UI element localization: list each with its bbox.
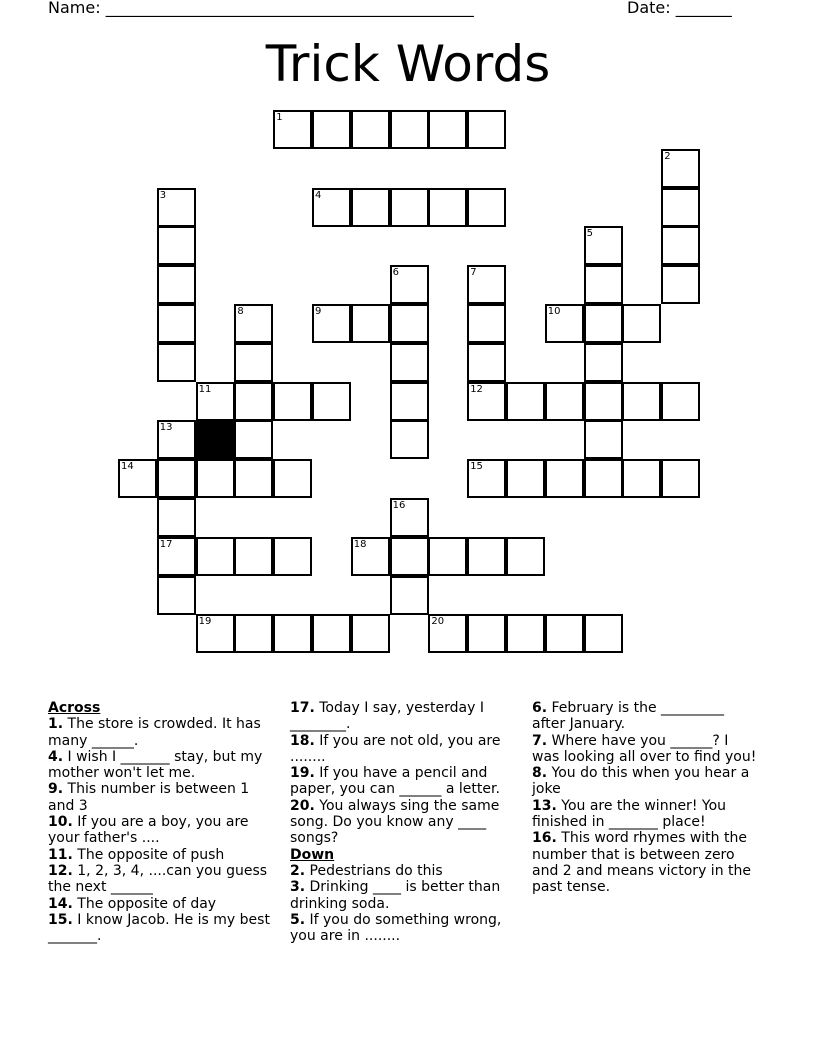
clue-number: 9 [315, 306, 322, 317]
grid-cell[interactable] [234, 343, 273, 382]
grid-cell[interactable] [661, 459, 700, 498]
clue-item-text: The opposite of day [72, 895, 217, 912]
grid-cell[interactable] [157, 459, 196, 498]
page-title: Trick Words [265, 35, 551, 93]
date-input-line[interactable]: _______ [675, 0, 732, 17]
clue-item-number: 8. [532, 765, 548, 782]
grid-cell[interactable] [584, 459, 623, 498]
clue-item [48, 896, 276, 912]
clue-item [532, 765, 760, 798]
clue-number: 14 [121, 461, 134, 473]
grid-cell[interactable] [351, 304, 390, 343]
grid-cell[interactable] [661, 188, 700, 227]
down-heading: Down [290, 846, 335, 863]
grid-block-cell [196, 420, 235, 459]
clue-number: 15 [470, 461, 483, 473]
grid-cell[interactable] [312, 304, 351, 343]
clue-number: 19 [198, 616, 212, 628]
grid-cell[interactable] [545, 304, 584, 343]
grid-cell[interactable] [661, 149, 700, 188]
grid-cell[interactable] [545, 459, 584, 498]
clue-number: 20 [431, 616, 445, 628]
clues-column-3 [532, 700, 760, 896]
clue-item [290, 798, 518, 847]
grid-cell[interactable] [390, 498, 429, 537]
grid-cell[interactable] [428, 110, 467, 149]
clue-number: 3 [159, 189, 167, 201]
clue-item-number: 20. [290, 797, 315, 814]
grid-cell[interactable] [584, 382, 623, 421]
grid-cell[interactable] [506, 382, 545, 421]
grid-cell[interactable] [467, 188, 506, 227]
clue-item-number: 17. [290, 700, 315, 716]
clue-number: 5 [586, 228, 593, 240]
grid-cell[interactable] [351, 537, 390, 576]
grid-cell[interactable] [196, 614, 235, 653]
clue-number: 8 [237, 306, 244, 317]
grid-cell[interactable] [157, 265, 196, 304]
clue-item-text: 1, 2, 3, 4, ....can you guess the next ______ [48, 862, 268, 896]
clue-item-text: The store is crowded. It has many ______. [48, 716, 261, 749]
grid-cell[interactable] [584, 226, 623, 265]
grid-cell[interactable] [584, 304, 623, 343]
grid-cell[interactable] [506, 614, 545, 653]
clue-number: 4 [315, 189, 322, 201]
clue-item-number: 18. [290, 732, 315, 749]
grid-cell[interactable] [584, 265, 623, 304]
clue-item-text: You do this when you hear a joke [532, 765, 750, 798]
clue-item-text: This number is between 1 and 3 [48, 781, 250, 814]
clue-item-text: This word rhymes with the number that is between zero and 2 and means victory in the past tense. [532, 830, 751, 896]
clue-item-number: 3. [290, 879, 306, 896]
clue-number: 2 [664, 150, 671, 162]
clue-item-text: If you have a pencil and paper, you can ______ a letter. [290, 765, 500, 798]
grid-cell[interactable] [584, 420, 623, 459]
grid-cell[interactable] [157, 576, 196, 615]
grid-cell[interactable] [390, 304, 429, 343]
grid-cell[interactable] [467, 459, 506, 498]
grid-cell[interactable] [273, 110, 312, 149]
grid-cell[interactable] [661, 226, 700, 265]
grid-cell[interactable] [157, 420, 196, 459]
grid-cell[interactable] [234, 420, 273, 459]
clue-item-text: Today I say, yesterday I ________. [290, 700, 484, 733]
grid-cell[interactable] [428, 188, 467, 227]
grid-cell[interactable] [351, 188, 390, 227]
clue-item-text: If you are not old, you are ........ [290, 732, 501, 765]
clue-item [532, 733, 760, 766]
grid-cell[interactable] [584, 614, 623, 653]
clue-item-number: 15. [48, 911, 73, 928]
grid-cell[interactable] [390, 110, 429, 149]
clue-item [48, 781, 276, 814]
clue-item-text: Where have you ______? I was looking all over to find you! [532, 732, 757, 765]
grid-cell[interactable] [390, 265, 429, 304]
grid-cell[interactable] [467, 265, 506, 304]
clue-number: 12 [470, 383, 483, 395]
clue-number: 7 [470, 267, 477, 279]
grid-cell[interactable] [157, 188, 196, 227]
clue-item [290, 700, 518, 733]
grid-cell[interactable] [584, 343, 623, 382]
grid-cell[interactable] [196, 382, 235, 421]
grid-cell[interactable] [312, 382, 351, 421]
grid-cell[interactable] [467, 343, 506, 382]
down-clue-list-continued [532, 700, 760, 896]
clue-item-number: 19. [290, 765, 315, 782]
clue-item [532, 798, 760, 831]
grid-cell[interactable] [390, 382, 429, 421]
grid-cell[interactable] [467, 614, 506, 653]
clue-item [290, 863, 518, 879]
grid-cell[interactable] [661, 382, 700, 421]
grid-cell[interactable] [157, 537, 196, 576]
grid-cell[interactable] [312, 614, 351, 653]
clue-item [290, 879, 518, 912]
grid-cell[interactable] [351, 614, 390, 653]
clue-item-number: 2. [290, 862, 306, 879]
grid-cell[interactable] [312, 110, 351, 149]
grid-cell[interactable] [273, 614, 312, 653]
clue-item-number: 1. [48, 716, 64, 733]
clue-item-number: 13. [532, 797, 557, 814]
clue-number: 11 [198, 383, 212, 395]
grid-cell[interactable] [390, 537, 429, 576]
clue-number: 13 [159, 422, 173, 434]
grid-cell[interactable] [467, 304, 506, 343]
grid-cell[interactable] [157, 498, 196, 537]
clue-item-number: 11. [48, 846, 73, 863]
clue-item-text: If you are a boy, you are your father's .... [48, 814, 249, 847]
grid-cell[interactable] [467, 537, 506, 576]
grid-cell[interactable] [428, 537, 467, 576]
grid-cell[interactable] [428, 614, 467, 653]
clue-item-number: 7. [532, 732, 548, 749]
clue-item [48, 863, 276, 896]
grid-cell[interactable] [622, 459, 661, 498]
grid-cell[interactable] [390, 188, 429, 227]
clue-item-text: The opposite of push [72, 846, 225, 863]
grid-cell[interactable] [234, 459, 273, 498]
clue-number: 16 [392, 500, 406, 511]
grid-cell[interactable] [273, 459, 312, 498]
grid-cell[interactable] [157, 304, 196, 343]
grid-cell[interactable] [196, 459, 235, 498]
clue-item [48, 716, 276, 749]
grid-cell[interactable] [312, 188, 351, 227]
grid-cell[interactable] [545, 382, 584, 421]
grid-cell[interactable] [196, 537, 235, 576]
grid-cell[interactable] [622, 382, 661, 421]
clue-item-text: February is the _________ after January. [532, 700, 725, 733]
clue-item-number: 10. [48, 814, 73, 831]
clue-item-text: I wish I _______ stay, but my mother won't let me. [48, 748, 263, 782]
clue-item-number: 4. [48, 748, 64, 765]
clue-item-number: 16. [532, 830, 557, 847]
grid-cell[interactable] [157, 343, 196, 382]
across-clue-list-continued [290, 700, 518, 847]
clue-item [48, 847, 276, 863]
clue-number: 10 [547, 306, 561, 317]
clue-number: 6 [392, 267, 399, 279]
clue-item-text: Pedestrians do this [305, 862, 443, 879]
clue-item-text: You are the winner! You finished in _______ place! [532, 797, 727, 831]
clue-item [48, 749, 276, 782]
grid-cell[interactable] [390, 343, 429, 382]
clue-item-text: I know Jacob. He is my best _______. [48, 911, 270, 945]
across-clue-list [48, 716, 276, 944]
clue-item-number: 6. [532, 700, 548, 716]
grid-cell[interactable] [234, 382, 273, 421]
grid-cell[interactable] [234, 614, 273, 653]
grid-cell[interactable] [661, 265, 700, 304]
grid-cell[interactable] [622, 304, 661, 343]
clue-item [290, 912, 518, 945]
grid-cell[interactable] [234, 304, 273, 343]
clue-number: 18 [353, 538, 367, 550]
clue-item-text: You always sing the same song. Do you know any ____ songs? [290, 797, 500, 847]
clue-item [48, 912, 276, 945]
grid-cell[interactable] [351, 110, 390, 149]
clue-item [290, 765, 518, 798]
clue-item-text: Drinking ____ is better than drinking soda. [290, 879, 501, 912]
clues-column-1 [48, 700, 276, 944]
clue-item-number: 12. [48, 862, 73, 879]
clue-item [532, 830, 760, 895]
grid-cell[interactable] [118, 459, 157, 498]
grid-cell[interactable] [545, 614, 584, 653]
grid-cell[interactable] [467, 110, 506, 149]
clue-number: 1 [276, 112, 283, 123]
grid-cell[interactable] [273, 382, 312, 421]
clue-item [48, 814, 276, 847]
across-heading: Across [48, 700, 101, 716]
clue-item [290, 733, 518, 766]
clues-column-2 [290, 700, 518, 944]
clue-item [532, 700, 760, 733]
clue-item-number: 9. [48, 781, 64, 798]
date-label-text: Date: [627, 0, 671, 17]
grid-cell[interactable] [506, 459, 545, 498]
clue-item-number: 5. [290, 911, 306, 928]
name-input-line[interactable]: ______________________________________________ [105, 0, 474, 17]
clue-item-number: 14. [48, 895, 73, 912]
clue-item-text: If you do something wrong, you are in ........ [290, 911, 502, 945]
name-label-text: Name: [48, 0, 101, 17]
grid-cell[interactable] [390, 420, 429, 459]
down-clue-list [290, 863, 518, 944]
grid-cell[interactable] [234, 537, 273, 576]
clue-number: 17 [159, 538, 173, 550]
grid-cell[interactable] [390, 576, 429, 615]
grid-cell[interactable] [157, 226, 196, 265]
grid-cell[interactable] [273, 537, 312, 576]
grid-cell[interactable] [506, 537, 545, 576]
grid-cell[interactable] [467, 382, 506, 421]
